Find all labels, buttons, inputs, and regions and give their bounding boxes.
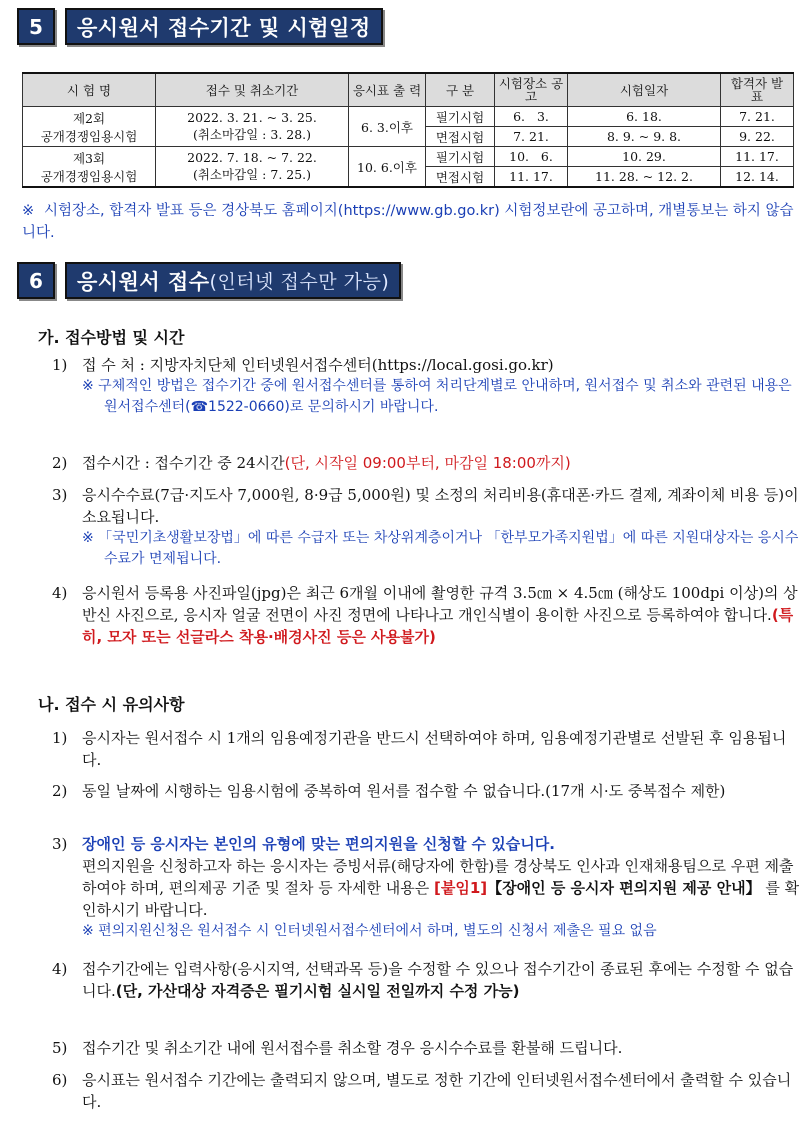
type-cell: 면접시험 — [426, 167, 495, 188]
table-header-row — [23, 73, 794, 107]
list-item — [52, 780, 802, 802]
section-title: 응시원서 접수기간 및 시험일정 — [65, 8, 383, 45]
subsection-na-title: 나. 접수 시 유의사항 — [38, 695, 185, 714]
exam-name-cell — [23, 147, 156, 188]
note-text: 시험장소, 합격자 발표 등은 경상북도 홈페이지(https://www.gb.go.kr) 시험정보란에 공고하며, 개별통보는 하지 않습니다. — [22, 203, 794, 241]
header-period: 접수 및 취소기간 — [156, 73, 349, 107]
item-text-tail: 를 확인하시기 바랍니다. — [82, 879, 800, 919]
list-item — [52, 582, 802, 648]
table-row — [23, 147, 794, 167]
period-range: 2022. 7. 18. ~ 7. 22. — [187, 150, 317, 165]
attachment-title: 【장애인 등 응시자 편의지원 제공 안내】 — [487, 879, 761, 897]
venue-cell: 7. 21. — [495, 127, 568, 147]
type-cell: 면접시험 — [426, 127, 495, 147]
header-result: 합격자 발 표 — [721, 73, 794, 107]
item-number: 6) — [52, 1071, 68, 1089]
exam-round: 제2회 — [72, 110, 106, 126]
list-item — [52, 1037, 802, 1059]
item-number: 3) — [52, 835, 68, 853]
item-note: ※ 편의지원신청은 원서접수 시 인터넷원서접수센터에서 하며, 별도의 신청서 제출은 필요 없음 — [82, 923, 657, 939]
cancel-deadline: (취소마감일 : 7. 25.) — [192, 167, 312, 182]
item-text — [82, 958, 802, 1002]
item-text: 응시자는 원서접수 시 1개의 임용예정기관을 반드시 선택하여야 하며, 임용예정기관별로 선발된 후 임용됩니다. — [82, 729, 787, 769]
item-text — [82, 833, 802, 921]
header-venue: 시험장소 공 고 — [495, 73, 568, 107]
header-type: 구 분 — [426, 73, 495, 107]
period-range: 2022. 3. 21. ~ 3. 25. — [187, 110, 317, 125]
period-cell — [156, 147, 349, 188]
list-item — [52, 727, 802, 771]
exam-type: 공개경쟁임용시험 — [40, 128, 138, 144]
section-5-header — [17, 8, 383, 45]
item-number: 4) — [52, 584, 68, 602]
section-title-main: 응시원서 접수 — [77, 269, 210, 294]
item-text: 접 수 처 : 지방자치단체 인터넷원서접수센터(https://local.gosi.go.kr) — [82, 356, 554, 374]
list-item — [52, 354, 802, 418]
list-item — [52, 484, 802, 570]
header-print: 응시표 출 력 — [349, 73, 426, 107]
item-text-main: 접수기간에는 입력사항(응시지역, 선택과목 등)을 수정할 수 있으나 접수기간이 종료된 후에는 수정할 수 없습니다. — [82, 960, 794, 1000]
schedule-note — [22, 200, 802, 244]
header-exam-name: 시 험 명 — [23, 73, 156, 107]
list-item — [52, 1069, 802, 1113]
item-text-red: (단, 시작일 09:00부터, 마감일 18:00까지) — [284, 454, 571, 472]
venue-cell: 10. 6. — [495, 147, 568, 167]
item-number: 5) — [52, 1039, 68, 1057]
item-text: 동일 날짜에 시행하는 임용시험에 중복하여 원서를 접수할 수 없습니다.(17개 시·도 중복접수 제한) — [82, 782, 726, 800]
cancel-deadline: (취소마감일 : 3. 28.) — [192, 127, 312, 142]
date-cell: 10. 29. — [568, 147, 721, 167]
venue-cell: 11. 17. — [495, 167, 568, 188]
section-title — [65, 262, 401, 299]
exam-name-cell — [23, 107, 156, 147]
attachment-ref: [붙임1] — [433, 879, 488, 897]
result-cell: 9. 22. — [721, 127, 794, 147]
header-date: 시험일자 — [568, 73, 721, 107]
venue-cell: 6. 3. — [495, 107, 568, 127]
item-number: 1) — [52, 729, 68, 747]
type-cell: 필기시험 — [426, 147, 495, 167]
date-cell: 6. 18. — [568, 107, 721, 127]
section-6-header — [17, 262, 401, 299]
item-text: 응시수수료(7급·지도사 7,000원, 8·9급 5,000원) 및 소정의 처리비용(휴대폰·카드 결제, 계좌이체 비용 등)이 소요됩니다. — [82, 486, 799, 526]
item-number: 3) — [52, 486, 68, 504]
item-text: 접수기간 및 취소기간 내에 원서접수를 취소할 경우 응시수수료를 환불해 드립니다. — [82, 1039, 623, 1057]
result-cell: 7. 21. — [721, 107, 794, 127]
list-item — [52, 958, 802, 1002]
item-text-main: 접수시간 : 접수기간 중 24시간 — [82, 454, 285, 472]
result-cell: 11. 17. — [721, 147, 794, 167]
date-cell: 11. 28. ~ 12. 2. — [568, 167, 721, 188]
print-cell: 10. 6.이후 — [349, 147, 426, 188]
schedule-table — [22, 72, 794, 188]
list-item — [52, 833, 802, 942]
section-number: 6 — [17, 262, 55, 299]
item-number: 2) — [52, 782, 68, 800]
item-text-main: 편의지원을 신청하고자 하는 응시자는 증빙서류(해당자에 한함)를 경상북도 인사과 인재채용팀으로 우편 제출하여야 하며, 편의제공 기준 및 절차 등 자세한 내용은 — [82, 857, 794, 897]
item-text-blue: 장애인 등 응시자는 본인의 유형에 맞는 편의지원을 신청할 수 있습니다. — [82, 835, 555, 853]
exam-type: 공개경쟁임용시험 — [40, 168, 138, 184]
section-number: 5 — [17, 8, 55, 45]
item-note: ※ 구체적인 방법은 접수기간 중에 원서접수센터를 통하여 처리단계별로 안내하며, 원서접수 및 취소와 관련된 내용은 원서접수센터(☎1522-0660)로 문의하시기 바랍니다. — [82, 378, 792, 415]
section-subtitle: (인터넷 접수만 가능) — [209, 271, 390, 293]
item-text — [82, 582, 802, 648]
item-note: ※ 「국민기초생활보장법」에 따른 수급자 또는 차상위계층이거나 「한부모가족지원법」에 따른 지원대상자는 응시수수료가 면제됩니다. — [82, 530, 799, 567]
item-text — [82, 452, 802, 474]
item-number: 1) — [52, 356, 68, 374]
list-item — [52, 452, 802, 474]
item-number: 2) — [52, 454, 68, 472]
item-text: 응시표는 원서접수 기간에는 출력되지 않으며, 별도로 정한 기간에 인터넷원서접수센터에서 출력할 수 있습니다. — [82, 1071, 792, 1111]
print-cell: 6. 3.이후 — [349, 107, 426, 147]
exam-round: 제3회 — [72, 150, 106, 166]
table-row — [23, 107, 794, 127]
subsection-ga-title: 가. 접수방법 및 시간 — [38, 328, 185, 347]
item-text-main: 응시원서 등록용 사진파일(jpg)은 최근 6개월 이내에 촬영한 규격 3.5㎝ × 4.5㎝ (해상도 100dpi 이상)의 상반신 사진으로, 응시자 얼굴 전면이 사진 정면에 나타나고 개인식별이 용이한 사진으로 등록하여야 합니다. — [82, 584, 798, 624]
item-number: 4) — [52, 960, 68, 978]
period-cell — [156, 107, 349, 147]
note-mark: ※ — [22, 203, 35, 219]
item-text-bold: (단, 가산대상 자격증은 필기시험 실시일 전일까지 수정 가능) — [115, 982, 520, 1000]
item-text-red: (특히, 모자 또는 선글라스 착용·배경사진 등은 사용불가) — [82, 606, 794, 646]
result-cell: 12. 14. — [721, 167, 794, 188]
date-cell: 8. 9. ~ 9. 8. — [568, 127, 721, 147]
type-cell: 필기시험 — [426, 107, 495, 127]
